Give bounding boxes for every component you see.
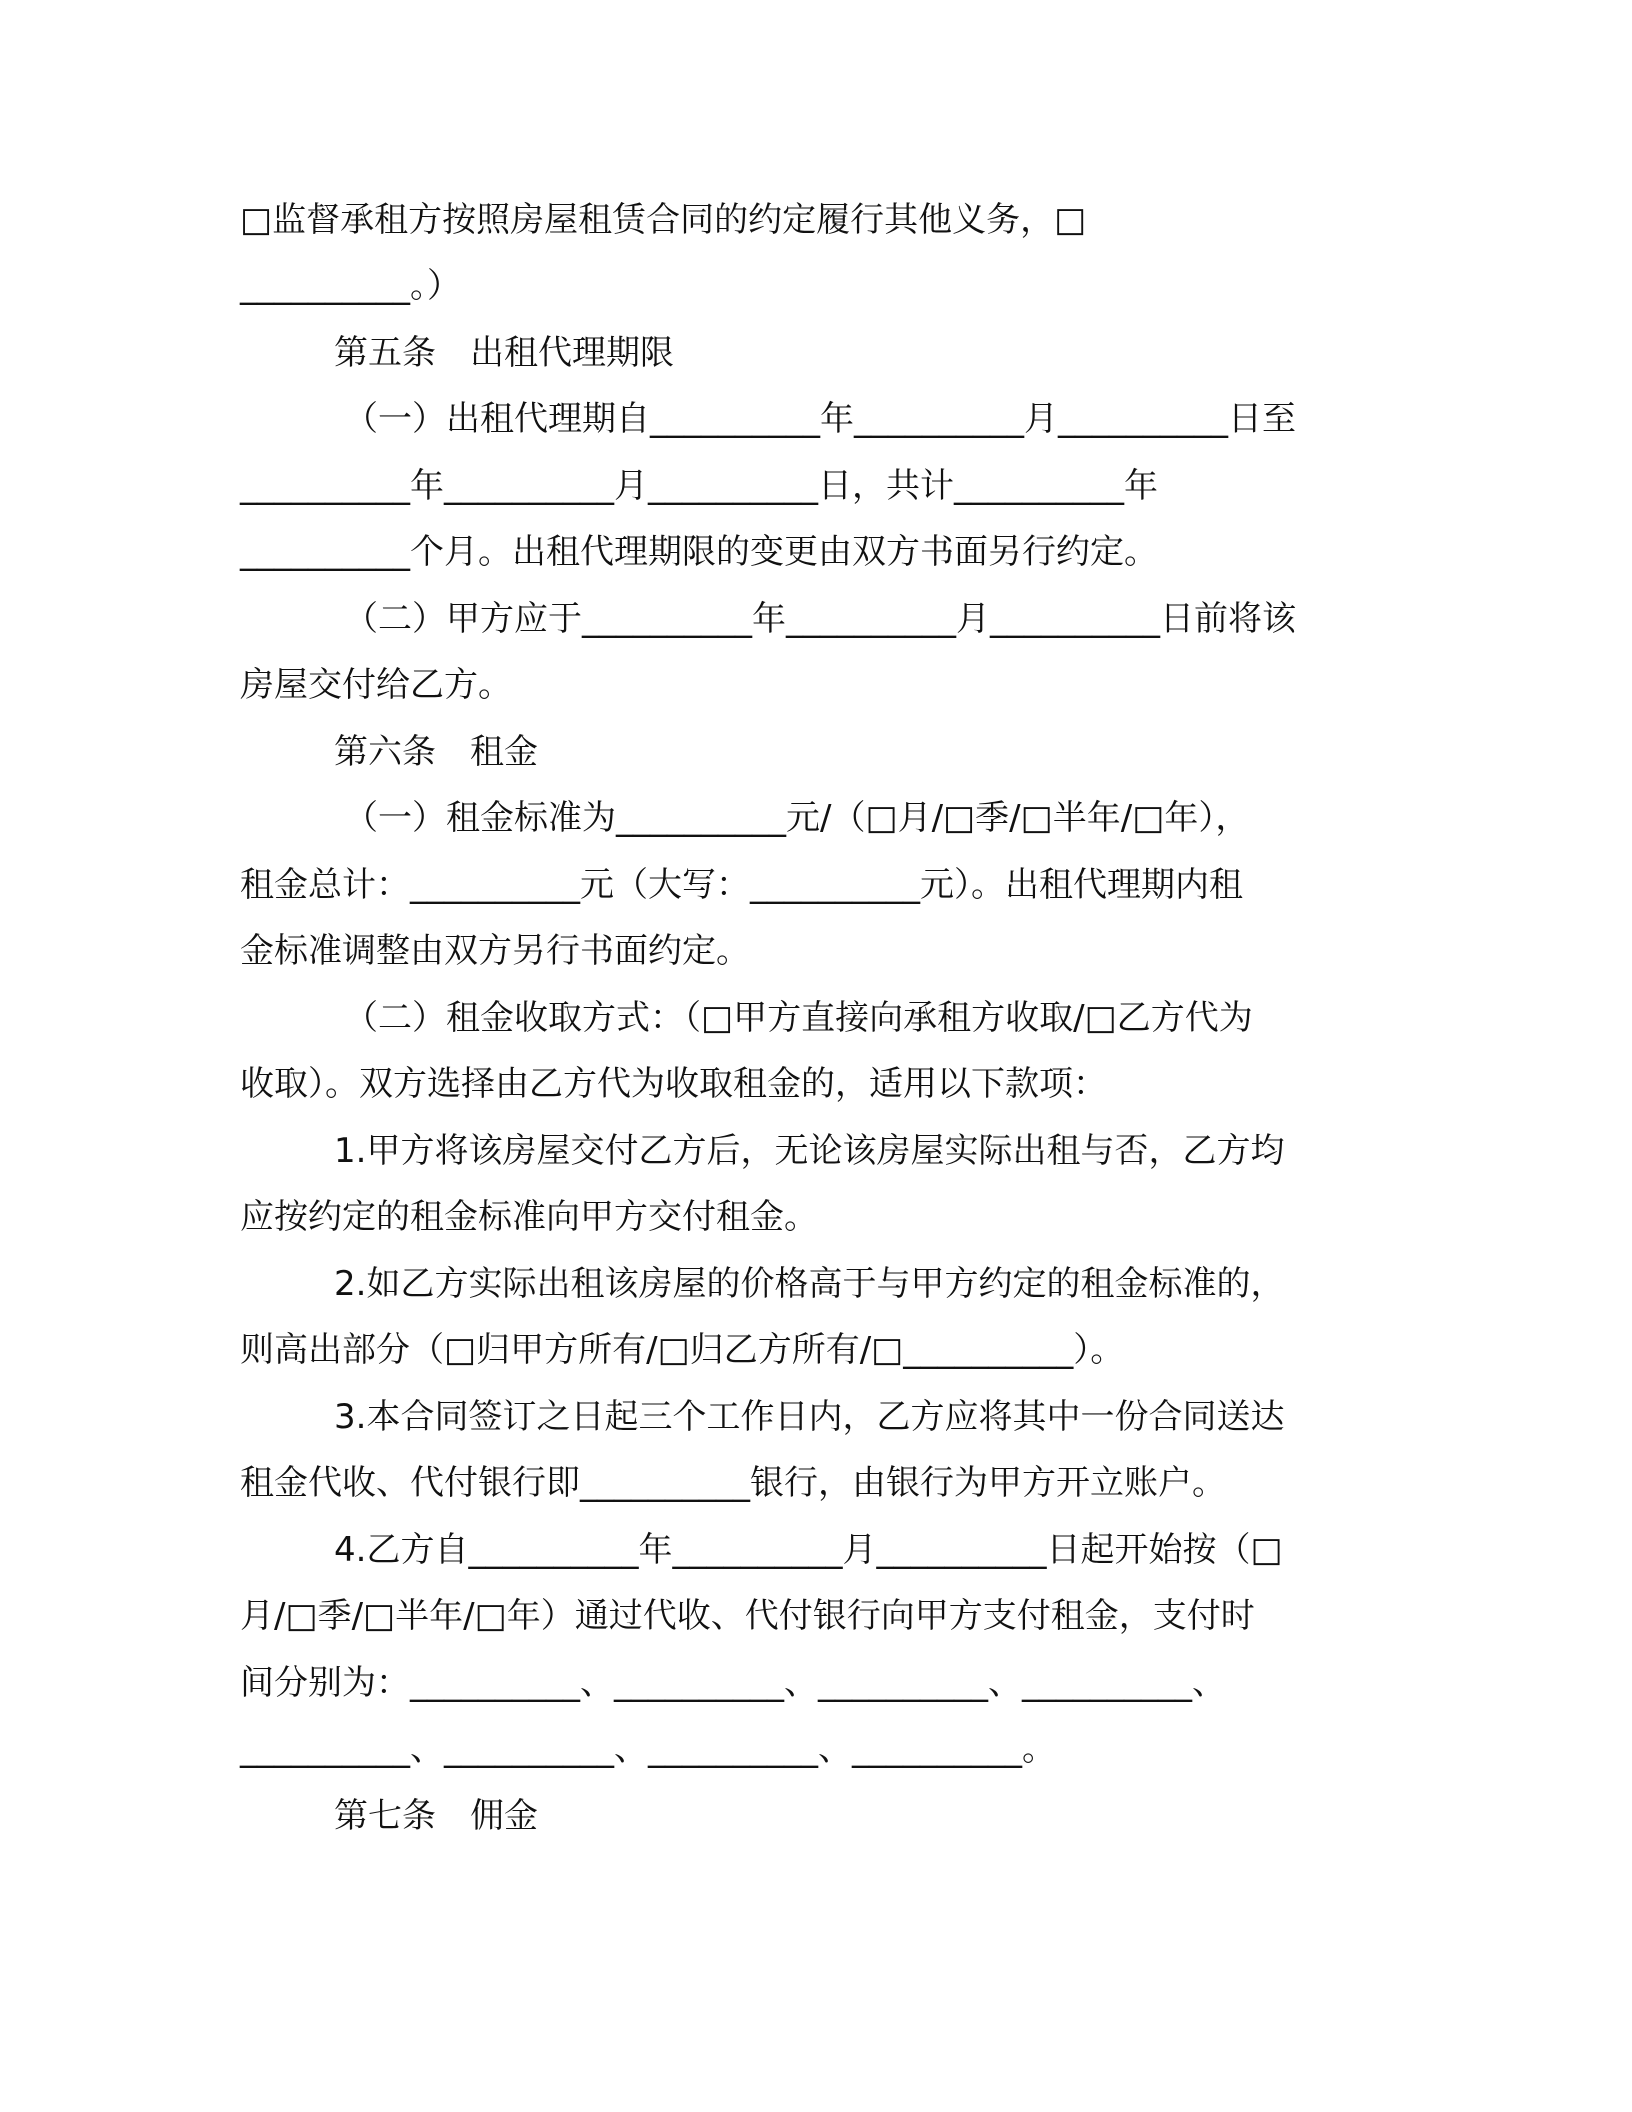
- text-line: （一）出租代理期自__________年__________月__________日至: [344, 399, 1296, 439]
- text-line: 房屋交付给乙方。: [240, 665, 512, 705]
- text-line: 租金总计：__________元（大写：__________元）。出租代理期内租: [240, 865, 1243, 905]
- text-line: （二）租金收取方式：（□甲方直接向承租方收取/□乙方代为: [344, 998, 1253, 1038]
- text-line: （一）租金标准为__________元/（□月/□季/□半年/□年），: [344, 798, 1250, 838]
- text-line: □监督承租方按照房屋租赁合同的约定履行其他义务，□: [240, 200, 1087, 240]
- text-line: 应按约定的租金标准向甲方交付租金。: [240, 1197, 818, 1237]
- text-line: 2.如乙方实际出租该房屋的价格高于与甲方约定的租金标准的，: [334, 1264, 1285, 1304]
- text-line: 收取）。双方选择由乙方代为收取租金的，适用以下款项：: [240, 1064, 1107, 1104]
- text-line: （二）甲方应于__________年__________月__________日前将该: [344, 599, 1296, 639]
- article-heading: 第五条 出租代理期限: [334, 333, 674, 373]
- text-line: 则高出部分（□归甲方所有/□归乙方所有/□__________）。: [240, 1330, 1125, 1370]
- text-line: 月/□季/□半年/□年）通过代收、代付银行向甲方支付租金，支付时: [240, 1596, 1255, 1636]
- text-line: 3.本合同签订之日起三个工作日内，乙方应将其中一份合同送达: [334, 1397, 1285, 1437]
- text-line: 4.乙方自__________年__________月__________日起开始按（□: [334, 1530, 1283, 1570]
- text-line: 间分别为：__________、__________、__________、__________、: [240, 1663, 1226, 1703]
- text-line: __________。）: [240, 266, 461, 306]
- text-line: 租金代收、代付银行即__________银行，由银行为甲方开立账户。: [240, 1463, 1226, 1503]
- text-line: __________年__________月__________日，共计__________年: [240, 466, 1158, 506]
- article-heading: 第七条 佣金: [334, 1796, 538, 1836]
- text-line: 1.甲方将该房屋交付乙方后，无论该房屋实际出租与否，乙方均: [334, 1131, 1285, 1171]
- article-heading: 第六条 租金: [334, 732, 538, 772]
- text-line: 金标准调整由双方另行书面约定。: [240, 931, 750, 971]
- text-line: __________个月。出租代理期限的变更由双方书面另行约定。: [240, 532, 1158, 572]
- text-line: __________、__________、__________、__________。: [240, 1729, 1056, 1769]
